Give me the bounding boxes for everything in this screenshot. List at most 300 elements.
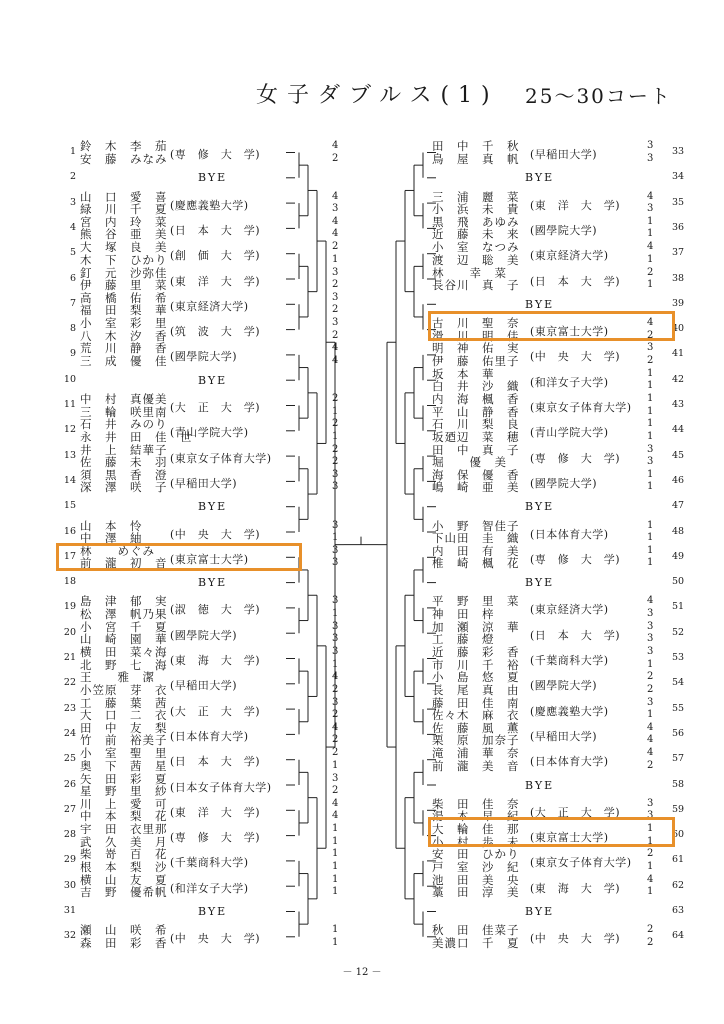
draw-entry (432, 671, 697, 696)
draw-number: 26 (63, 778, 76, 790)
player-name: 緑 川 千 夏 (80, 202, 168, 217)
player-grades (647, 671, 653, 696)
player-grades (647, 545, 653, 570)
grade: 3 (332, 772, 339, 784)
draw-number: 45 (672, 449, 685, 461)
draw-number: 52 (672, 626, 685, 638)
player-grades (332, 722, 338, 747)
draw-number: 37 (672, 247, 685, 259)
school-name: (日本体育大学) (170, 729, 249, 743)
draw-entry (432, 191, 697, 216)
grade: 3 (332, 468, 339, 480)
draw-number: 61 (672, 854, 685, 866)
player-name: 山 本 怜 (80, 518, 143, 533)
bye-slot-number: 34 (672, 171, 685, 183)
player-name: 神 田 梓 (432, 606, 495, 621)
grade: 3 (332, 696, 339, 708)
school-name: (青山学院大学) (530, 426, 609, 440)
player-name: 近 藤 彩 香 (432, 645, 520, 659)
draw-number: 59 (672, 803, 685, 815)
draw-entry (432, 216, 697, 241)
player-name: 嶋 崎 亜 美 (432, 480, 520, 495)
player-grades (332, 823, 338, 848)
grade: 2 (332, 734, 339, 746)
player-names (80, 469, 168, 494)
player-names (80, 140, 168, 165)
player-grades (647, 418, 653, 443)
draw-number: 21 (63, 652, 76, 663)
player-name: 佐 藤 風 薫 (432, 720, 520, 735)
school-name: (東 洋 大 学) (170, 274, 261, 288)
player-name: 小 宮 千 夏 (80, 619, 168, 634)
school-name: (筑 波 大 学) (170, 325, 261, 339)
draw-entry (58, 773, 358, 798)
player-grades (332, 140, 338, 165)
player-name: 山 崎 園 華 (80, 632, 168, 647)
player-name: 石 井 みのり (80, 417, 168, 432)
school-name: (國學院大学) (530, 223, 598, 237)
player-name: 湯 本 早 紀 (432, 809, 520, 824)
draw-number: 27 (63, 803, 76, 815)
player-name: 福 田 梨 華 (80, 303, 168, 318)
grade: 4 (332, 797, 339, 809)
grade: 1 (332, 848, 339, 860)
player-grades (647, 241, 653, 266)
grade: 1 (647, 860, 654, 872)
draw-entry (432, 924, 697, 949)
player-names (432, 595, 520, 620)
grade: 1 (647, 393, 654, 404)
player-name: 滝 浦 華 奈 (432, 746, 520, 761)
bye-slot-number: 10 (63, 373, 76, 385)
player-names (80, 874, 168, 899)
player-name: 小笠原 芽 衣 (80, 682, 168, 697)
player-name: 大 塚 良 美 (80, 240, 168, 255)
bye-slot-number: 50 (672, 576, 685, 588)
draw-entry (58, 747, 358, 772)
grade: 1 (647, 367, 654, 379)
player-name: 三 成 優 佳 (80, 353, 168, 368)
grade: 1 (647, 405, 654, 417)
bye-slot-number: 15 (63, 500, 76, 512)
draw-entry (58, 520, 358, 545)
school-name: (中 央 大 学) (530, 350, 621, 364)
grade: 1 (332, 658, 339, 670)
player-names (80, 241, 168, 266)
grade: 1 (332, 873, 339, 885)
player-grades (332, 621, 338, 646)
draw-number: 25 (63, 753, 76, 765)
player-names (432, 241, 520, 266)
player-name: 田 中 友 梨 (80, 720, 168, 735)
grade: 4 (332, 190, 339, 202)
player-name: 深 澤 咲 子 (80, 480, 168, 495)
player-name: 武 久 美 月 (80, 834, 168, 849)
player-name: 海 保 優 香 (432, 467, 520, 482)
bye-label: BYE (525, 576, 555, 590)
player-names (80, 267, 168, 292)
player-name: 小 野 智佳子 (432, 518, 520, 533)
school-name: (中 央 大 学) (530, 932, 621, 946)
player-name: 須 黒 香 澄 (80, 467, 168, 482)
grade: 1 (647, 823, 654, 835)
grade: 1 (332, 253, 339, 265)
grade: 3 (332, 317, 339, 329)
player-names (432, 722, 520, 747)
player-name: 林 めぐみ (80, 543, 155, 558)
draw-number: 14 (63, 474, 76, 486)
school-name: (日本体育大学) (530, 527, 609, 541)
player-name: 山 口 愛 喜 (80, 189, 168, 204)
draw-entry (58, 595, 358, 620)
player-grades (332, 342, 338, 367)
school-name: (慶應義塾大学) (170, 198, 249, 212)
player-grades (647, 393, 653, 418)
player-name: 矢 田 彩 夏 (80, 771, 168, 786)
player-name: 古 川 聖 奈 (432, 316, 520, 331)
grade: 1 (647, 532, 654, 543)
player-grades (332, 773, 338, 798)
grade: 2 (647, 683, 654, 695)
grade: 1 (332, 430, 339, 442)
bye-label: BYE (525, 171, 555, 185)
draw-entry (432, 595, 697, 620)
grade: 4 (332, 671, 339, 683)
draw-entry (58, 418, 358, 443)
draw-entry (58, 267, 358, 292)
player-name: 工 藤 葉 茜 (80, 695, 168, 710)
grade: 4 (647, 734, 654, 746)
player-name: 堀 優 美 (432, 455, 507, 470)
player-name: 井 上 結華子 (80, 442, 168, 457)
draw-entry (432, 747, 697, 772)
grade: 4 (647, 721, 654, 733)
school-name: (早稲田大学) (530, 729, 598, 743)
school-name: (大 正 大 学) (170, 401, 261, 414)
player-grades (332, 874, 338, 899)
draw-number: 46 (672, 474, 685, 486)
player-names (80, 216, 168, 241)
grade: 1 (332, 835, 339, 847)
bye-label: BYE (198, 576, 228, 590)
player-name: 坂 本 華 (432, 366, 495, 381)
player-name: 熊 谷 亜 美 (80, 227, 168, 242)
school-name: (早稲田大学) (170, 679, 238, 693)
draw-number: 62 (672, 879, 685, 891)
grade: 2 (332, 241, 339, 253)
player-grades (647, 520, 653, 545)
school-name: (國學院大学) (170, 350, 238, 364)
bye-slot-number: 47 (672, 500, 685, 512)
player-name: 島 津 郁 実 (80, 594, 168, 609)
grade: 2 (647, 671, 654, 683)
player-grades (647, 342, 653, 367)
player-grades (332, 798, 338, 823)
grade: 2 (332, 785, 339, 796)
player-names (80, 722, 168, 747)
player-names (80, 798, 168, 823)
player-name: 鈴 木 李 茄 (80, 139, 168, 153)
school-name: (日本女子体育大学) (170, 780, 272, 794)
player-name: 下山田 圭 織 (432, 531, 520, 545)
player-name: 中 澤 紬 (80, 531, 143, 545)
grade: 1 (332, 886, 339, 898)
draw-number: 48 (672, 525, 685, 537)
player-names (80, 393, 168, 418)
school-name: (國學院大学) (530, 679, 598, 693)
player-name: 伊 藤 里 菜 (80, 278, 168, 292)
bye-slot-number: 31 (63, 905, 76, 916)
player-name: 工 藤 燈 (432, 632, 495, 647)
player-names (80, 595, 168, 620)
bye-label: BYE (198, 500, 228, 514)
grade: 3 (647, 342, 654, 354)
draw-number: 11 (63, 399, 76, 410)
player-name: 柴 嵜 百 花 (80, 847, 168, 862)
school-name: (中 央 大 学) (170, 932, 261, 946)
player-name: 戸 室 沙 紀 (432, 859, 520, 874)
highlight-box-40 (428, 311, 675, 341)
player-name: 長 尾 真 由 (432, 682, 520, 697)
school-name: (日 本 大 学) (530, 274, 621, 288)
player-grades (332, 191, 338, 216)
page-title: 女子ダブルス(1) (256, 83, 499, 108)
draw-number: 22 (63, 677, 76, 689)
player-grades (332, 545, 338, 570)
grade: 1 (332, 405, 339, 417)
draw-number: 57 (672, 753, 685, 765)
grade: 1 (332, 936, 339, 948)
player-names (432, 444, 520, 469)
player-names (432, 621, 520, 646)
grade: 3 (647, 633, 654, 645)
player-name: 大 輪 佳 那 (432, 822, 520, 837)
draw-entry (58, 444, 358, 469)
school-name: (大 正 大 学) (170, 704, 261, 718)
player-name: 市 川 千 裕 (432, 657, 520, 672)
draw-number: 7 (69, 297, 76, 309)
player-name: 美濃口 千 夏 (432, 935, 520, 950)
grade: 1 (332, 759, 339, 771)
draw-number: 44 (672, 424, 685, 436)
school-name: (千葉商科大学) (170, 856, 249, 870)
draw-number: 29 (63, 854, 76, 866)
grade: 2 (332, 329, 339, 341)
school-name: (専 修 大 学) (530, 552, 621, 566)
draw-number: 12 (63, 424, 76, 436)
grade: 2 (647, 759, 654, 771)
player-grades (332, 216, 338, 241)
school-name: (東 洋 大 学) (170, 805, 261, 819)
grade: 4 (332, 721, 339, 733)
player-grades (647, 621, 653, 646)
draw-entry (58, 722, 358, 747)
player-names (432, 469, 520, 494)
draw-number: 53 (672, 652, 685, 663)
player-name: 藁 田 淳 美 (432, 885, 520, 900)
grade: 2 (332, 747, 339, 759)
player-name: 八 木 汐 香 (80, 328, 168, 343)
grade: 2 (647, 936, 654, 948)
grade: 2 (332, 418, 339, 430)
school-name: (東 洋 大 学) (530, 198, 621, 212)
school-name: (日 本 大 学) (170, 755, 261, 769)
draw-number: 60 (672, 829, 685, 841)
draw-entry (58, 621, 358, 646)
school-name: (淑 徳 大 学) (170, 603, 261, 617)
draw-number: 32 (63, 930, 76, 942)
draw-number: 38 (672, 272, 685, 284)
page-number: － 12 － (342, 967, 382, 978)
draw-entry (58, 469, 358, 494)
draw-number: 40 (672, 323, 685, 335)
player-name: 滑 川 明 佳 (432, 328, 520, 343)
school-name: (創 価 大 学) (170, 249, 261, 263)
player-name: 前 瀧 美 音 (432, 758, 520, 773)
player-name: 永 井 田 佳 世 (80, 429, 193, 444)
player-name: 椎 崎 楓 花 (432, 556, 520, 571)
draw-entry (432, 697, 697, 722)
player-name: 王 雅 潔 (80, 670, 155, 685)
player-grades (332, 469, 338, 494)
grade: 3 (647, 696, 654, 708)
draw-entry (58, 646, 358, 671)
player-names (432, 924, 520, 949)
player-name: 根 本 梨 沙 (80, 859, 168, 874)
draw-number: 8 (69, 323, 76, 335)
player-name: 釘 元 沙弥佳 (80, 265, 168, 280)
grade: 2 (332, 443, 339, 455)
grade: 1 (647, 557, 654, 569)
court-range: 25～30コート (525, 84, 672, 108)
draw-entry (432, 241, 697, 266)
grade: 2 (647, 354, 654, 366)
grade: 3 (647, 140, 654, 151)
bye-label: BYE (198, 171, 228, 185)
player-name: 吉 野 優希帆 (80, 885, 168, 900)
player-name: 瀬 山 咲 希 (80, 923, 168, 938)
draw-entry (432, 848, 697, 873)
draw-number: 16 (63, 525, 76, 537)
grade: 3 (647, 152, 654, 164)
school-name: (東京経済大学) (170, 299, 249, 313)
player-name: 横 山 友 夏 (80, 872, 168, 887)
player-grades (332, 393, 338, 418)
bye-slot-number: 58 (672, 778, 685, 790)
highlight-box-60 (428, 817, 675, 847)
player-grades (332, 646, 338, 671)
player-names (80, 697, 168, 722)
draw-number: 43 (672, 399, 685, 410)
player-names (80, 621, 168, 646)
player-name: 平 山 静 香 (432, 404, 520, 419)
draw-number: 17 (63, 550, 76, 562)
player-names (80, 444, 168, 469)
draw-entry (432, 140, 697, 165)
player-grades (332, 747, 338, 772)
grade: 1 (647, 886, 654, 898)
school-name: (和洋女子大学) (170, 881, 249, 895)
school-name: (國學院大学) (170, 628, 238, 642)
player-names (432, 671, 520, 696)
school-name: (東京女子体育大学) (530, 856, 632, 870)
player-name: 横 田 菜々海 (80, 645, 168, 659)
grade: 1 (647, 658, 654, 670)
grade: 2 (647, 848, 654, 860)
player-grades (647, 646, 653, 671)
bye-label: BYE (525, 778, 555, 792)
school-name: (東京富士大学) (530, 831, 609, 845)
draw-number: 13 (63, 449, 76, 461)
grade: 3 (647, 810, 654, 822)
player-names (432, 697, 520, 722)
player-name: 森 田 彩 香 (80, 935, 168, 950)
draw-number: 41 (672, 348, 685, 360)
player-grades (647, 469, 653, 494)
grade: 1 (647, 279, 654, 290)
player-name: 近 藤 未 来 (432, 227, 520, 242)
player-names (80, 671, 168, 696)
grade: 1 (332, 823, 339, 835)
grade: 3 (332, 620, 339, 632)
draw-entry (432, 444, 697, 469)
bye-slot-number: 63 (672, 905, 685, 916)
draw-number: 49 (672, 550, 685, 562)
player-grades (332, 241, 338, 266)
draw-entry (432, 368, 697, 393)
player-name: 渡 辺 聡 美 (432, 252, 520, 267)
player-grades (647, 747, 653, 772)
draw-entry (432, 722, 697, 747)
player-names (80, 342, 168, 367)
player-name: 田 中 千 秋 (432, 139, 520, 153)
player-name: 秋 田 佳菜子 (432, 923, 520, 938)
player-name: 中 本 梨 花 (80, 809, 168, 824)
grade: 1 (647, 380, 654, 392)
grade: 3 (332, 291, 339, 303)
grade: 1 (647, 228, 654, 240)
grade: 2 (332, 279, 339, 290)
player-names (432, 216, 520, 241)
player-grades (332, 267, 338, 292)
draw-number: 56 (672, 727, 685, 739)
grade: 2 (332, 709, 339, 721)
player-names (432, 874, 520, 899)
player-grades (332, 292, 338, 317)
school-name: (専 修 大 学) (170, 831, 261, 845)
grade: 1 (332, 924, 339, 936)
player-name: 小 浜 未 貴 (432, 202, 520, 217)
draw-number: 5 (69, 247, 76, 259)
player-names (432, 520, 520, 545)
player-grades (332, 697, 338, 722)
draw-entry (432, 646, 697, 671)
grade: 2 (647, 924, 654, 936)
player-names (80, 191, 168, 216)
draw-entry (58, 874, 358, 899)
grade: 4 (332, 228, 339, 240)
grade: 1 (647, 215, 654, 227)
draw-number: 54 (672, 677, 685, 689)
grade: 1 (647, 418, 654, 430)
player-name: 内 海 楓 香 (432, 392, 520, 406)
grade: 2 (332, 456, 339, 468)
player-names (432, 545, 520, 570)
highlight-box-17 (56, 543, 302, 571)
draw-entry (432, 520, 697, 545)
draw-number: 3 (69, 196, 76, 208)
bye-label: BYE (525, 500, 555, 514)
